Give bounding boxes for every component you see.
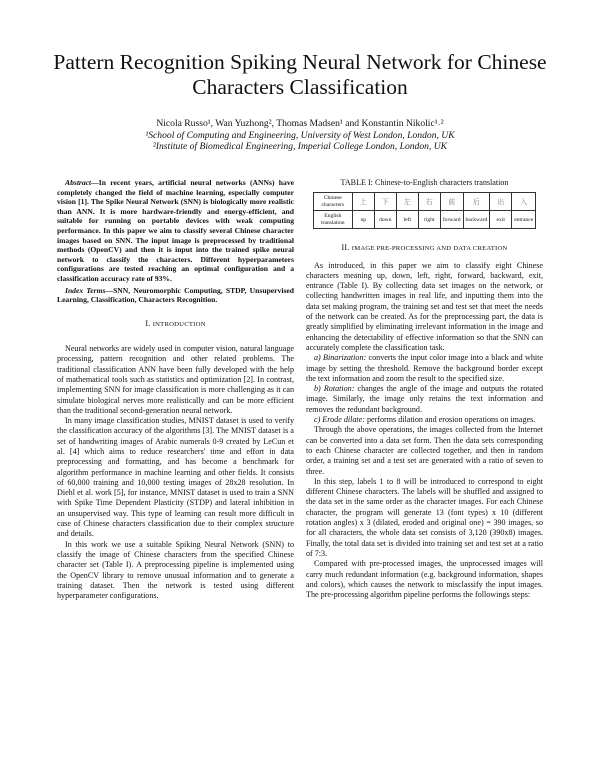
subsection-rotation (306, 384, 543, 415)
right-column (306, 178, 543, 600)
subsection-erode-dilate (306, 415, 543, 425)
paragraph: In many image classification studies, MNIST dataset is used to verify the classification accuracy of the algorithms [3]. The MNIST dataset is a set of handwriting images of Arabic numerals 0-9 created by LeCun et al. [4] which aims to reduce researchers' time and effort in data preprocessing and formatting, and has become a benchmark for algorithm performance in machine learning and other fields. It consists of 60,000 training and 10,000 testing images of 28x28 resolution. In Diehl et al. work [5], for instance, MNIST dataset is used to train a SNN with Spike Time Dependent Plasticity (STDP) and lateral inhibition in an unsupervised way. This type of learning can result more difficult in case of Chinese characters classification due to their complex structure and details. (57, 416, 294, 539)
affiliation-2: ²Institute of Biomedical Engineering, Imperial College London, London, UK (152, 141, 448, 152)
section-title: INTRODUCTION (152, 320, 206, 328)
index-terms (57, 286, 294, 305)
table-cell: 后 (463, 193, 490, 211)
table-cell: 上 (352, 193, 374, 211)
subsection-text: performs dilation and erosion operations on images. (364, 415, 536, 425)
abstract-label: Abstract (65, 178, 92, 187)
table-cell: 前 (440, 193, 463, 211)
table-row-header: English translation (313, 211, 352, 229)
table-cell: 出 (490, 193, 512, 211)
author-names: Nicola Russo¹, Wan Yuzhong², Thomas Madsen¹ and Konstantin Nikolic¹˒² (156, 118, 444, 129)
table-cell: down (374, 211, 396, 229)
table-cell: up (352, 211, 374, 229)
table-cell: 下 (374, 193, 396, 211)
subsection-text: converts the input color image into a black and white image by setting the threshold. Remove the background border except the text information and zoom the result to the specified size. (306, 353, 543, 383)
table-cell: left (396, 211, 418, 229)
section-title: IMAGE PRE-PROCESSING AND DATA CREATION (351, 245, 508, 253)
table-cell: exit (490, 211, 512, 229)
affiliation-1: ¹School of Computing and Engineering, University of West London, London, UK (145, 129, 455, 141)
table-row (313, 211, 535, 229)
table-cell: forward (440, 211, 463, 229)
subsection-heading: c) Erode dilate: (314, 415, 365, 425)
paragraph: In this work we use a suitable Spiking Neural Network (SNN) to classify the image of Chinese characters from the specified Chinese character set (Table I). A preprocessing pipeline is implemented using the OpenCV library to remove unusual information and to generate a training dataset. Then the network is tested using different hyperparameter configurations. (57, 539, 294, 601)
paragraph: As introduced, in this paper we aim to classify eight Chinese characters meaning up, down, left, right, forward, backward, exit, entrance (Table I). By collecting data set images on the network, or collecting handwritten images in real life, and inputting them into the data set making program, the training set and test set that meet the needs of the network can be created. As for the preprocessing part, the data is greatly simplified by eliminating irrelevant information in the image and enhancing the detectability of effective information so that the SNN can accurately complete the classification task. (306, 260, 543, 352)
subsection-text: changes the angle of the image and outputs the rotated image. Similarly, the image only retains the text information and removes the redundant background. (306, 384, 543, 414)
subsection-heading: b) Rotation: (314, 384, 355, 394)
abstract (57, 178, 294, 284)
table-caption: TABLE I: Chinese-to-English characters translation (340, 178, 509, 187)
table-cell: right (418, 211, 440, 229)
table-row-header: Chinese characters (313, 193, 352, 211)
section-number: II. (341, 243, 352, 253)
section-heading-preprocessing (306, 243, 543, 254)
table-row (313, 193, 535, 211)
index-terms-label: Index Terms (65, 285, 106, 295)
subsection-binarization (306, 353, 543, 384)
table-cell: 右 (418, 193, 440, 211)
table-cell: 入 (512, 193, 536, 211)
index-terms-text: —SNN, Neuromorphic Computing, STDP, Unsupervised Learning, Classification, Characters Recognition. (57, 285, 294, 305)
paragraph: Neural networks are widely used in computer vision, natural language processing, pattern recognition and other related problems. The traditional classification ANN have been fully developed with the help of mathematical tools such as statistics and optimization [2]. In contrast, implementing SNN for image classification is more challenging as it can simulate biological nerves more realistically and can be more efficient than the traditional second-generation neural network. (57, 344, 294, 415)
left-column (57, 178, 294, 601)
section-heading-introduction (57, 319, 294, 330)
table-cell: entrance (512, 211, 536, 229)
section-number: I. (145, 318, 153, 328)
author-block (40, 118, 560, 153)
translation-table (313, 192, 536, 229)
table-cell: backward (463, 211, 490, 229)
paragraph: In this step, labels 1 to 8 will be introduced to correspond to eight different Chinese characters. The labels will be shuffled and assigned to the data set in the same order as the character images. For each Chinese character, the program will generate 13 (font types) x 10 (different rotation angles) x 3 (dilated, eroded and original one) = 390 images, so for all characters, the whole data set consists of 3,120 (390x8) images. Finally, the total data set is divided into training set and test set at a ratio of 7:3. (306, 476, 543, 558)
abstract-text: —In recent years, artificial neural networks (ANNs) have completely changed the field of machine learning, especially computer vision [1]. The Spike Neural Network (SNN) is biologically more realistic than ANN. It is more hardware-friendly and energy-efficient, and suitable for running on portable devices with weak computing performance. In this paper we aim to classify several Chinese character images based on SNN. The input image is preprocessed by traditional methods (OpenCV) and then it is input into the trained spike neural network to classify the characters. Different hyperparameters configurations are tested reaching an optimal configuration and a classification accuracy rate of 93%. (57, 178, 294, 283)
table-cell: 左 (396, 193, 418, 211)
paragraph: Compared with pre-processed images, the unprocessed images will carry much redundant information (e.g. background information, shapes and colors), which causes the network to misclassify the input images. The pre-processing algorithm pipeline performs the followings steps: (306, 559, 543, 600)
paper-title: Pattern Recognition Spiking Neural Network for Chinese Characters Classification (53, 50, 547, 99)
subsection-heading: a) Binarization: (314, 353, 367, 363)
paragraph: Through the above operations, the images collected from the Internet can be converted into a data set form. Then the data sets corresponding to each Chinese character are collected together, and then in random order, a training set and a test set are generated with a ratio of seven to three. (306, 425, 543, 476)
